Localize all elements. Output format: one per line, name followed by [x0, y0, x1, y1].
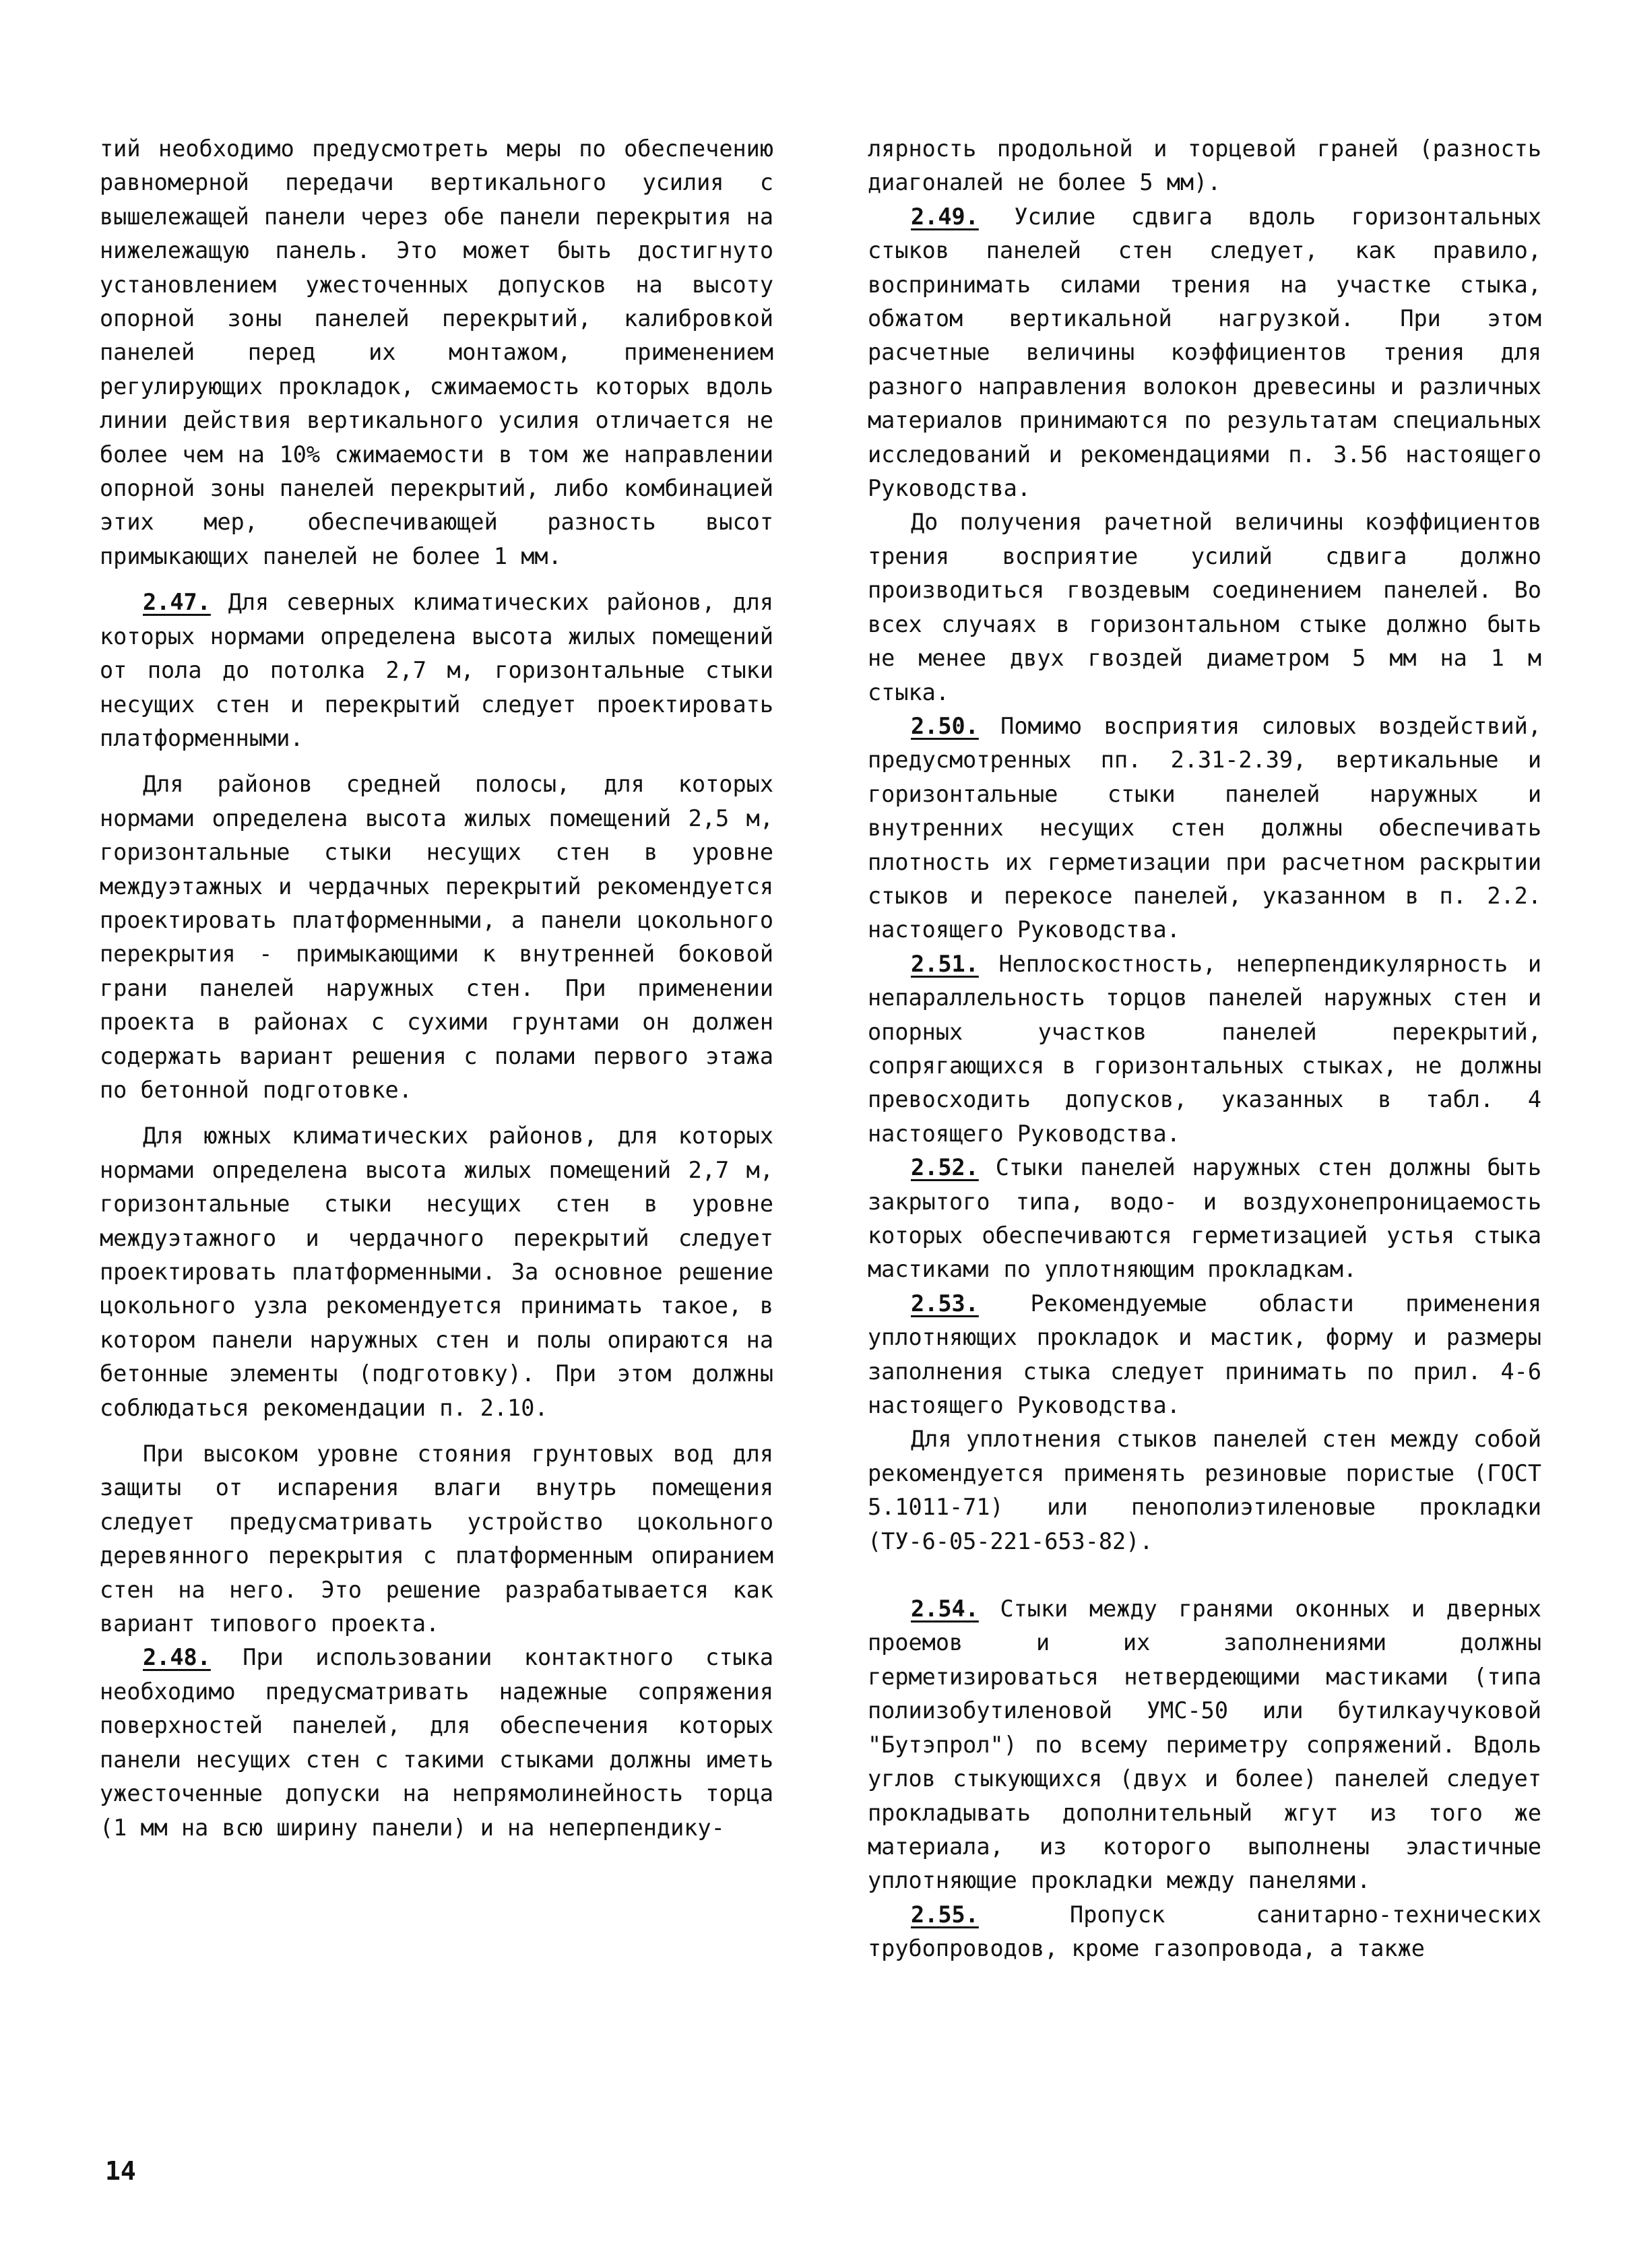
section-2-55	[868, 1898, 1541, 1966]
paragraph-text: До получения рачетной величины коэффициентов трения восприятие усилий сдвига должно производиться гвоздевым соединением панелей. Во всех случаях в горизонтальном стыке должно быть не менее двух гвоздей диаметром 5 мм на 1 м стыка.	[868, 509, 1541, 705]
paragraph	[100, 767, 773, 1107]
right-column	[868, 132, 1541, 1966]
section-number: 2.49.	[911, 203, 979, 230]
paragraph-text: тий необходимо предусмотреть меры по обеспечению равномерной передачи вертикального усилия с вышележащей панели через обе панели перекрытия на нижележащую панель. Это может быть достигнуто установлением ужесточенных допусков на высоту опорной зоны панелей перекрытий, калибровкой панелей перед их монтажом, применением регулирующих прокладок, сжимаемость которых вдоль линии действия вертикального усилия отличается не более чем на 10% сжимаемости в том же направлении опорной зоны панелей перекрытий, либо комбинацией этих мер, обеспечивающей разность высот примыкающих панелей не более 1 мм.	[100, 135, 773, 569]
section-2-53	[868, 1287, 1541, 1423]
section-2-54	[868, 1592, 1541, 1898]
paragraph	[100, 1437, 773, 1641]
paragraph-text: Для южных климатических районов, для которых нормами определена высота жилых помещений 2,7 м, горизонтальные стыки несущих стен в уровне междуэтажного и чердачного перекрытий следует проектировать платформенными. За основное решение цокольного узла рекомендуется принимать такое, в котором панели наружных стен и полы опираются на бетонные элементы (подготовку). При этом должны соблюдаться рекомендации п. 2.10.	[100, 1123, 773, 1421]
section-number: 2.47.	[143, 589, 211, 616]
paragraph-text: Для уплотнения стыков панелей стен между собой рекомендуется применять резиновые пористые (ГОСТ 5.1011-71) или пенополиэтиленовые прокладки (ТУ-6-05-221-653-82).	[868, 1426, 1541, 1554]
left-column	[100, 132, 773, 1845]
section-number: 2.50.	[911, 712, 979, 739]
paragraph-text: Для районов средней полосы, для которых нормами определена высота жилых помещений 2,5 м, горизонтальные стыки несущих стен в уровне междуэтажных и чердачных перекрытий рекомендуется проектировать платформенными, а панели цокольного перекрытия - примыкающими к внутренней боковой грани панелей наружных стен. При применении проекта в районах с сухими грунтами он должен содержать вариант решения с полами первого этажа по бетонной подготовке.	[100, 771, 773, 1103]
section-2-52	[868, 1151, 1541, 1287]
paragraph-text: Пропуск санитарно-технических трубопроводов, кроме газопровода, а также	[868, 1901, 1541, 1962]
paragraph-text: Неплоскостность, неперпендикулярность и непараллельность торцов панелей наружных стен и опорных участков панелей перекрытий, сопрягающихся в горизонтальных стыках, не должны превосходить допусков, указанных в табл. 4 настоящего Руководства.	[868, 950, 1541, 1147]
paragraph-text: Помимо восприятия силовых воздействий, предусмотренных пп. 2.31-2.39, вертикальные и горизонтальные стыки панелей наружных и внутренних несущих стен должны обеспечивать плотность их герметизации при расчетном раскрытии стыков и перекосе панелей, указанном в п. 2.2. настоящего Руководства.	[868, 712, 1541, 943]
page-number: 14	[105, 2156, 136, 2186]
paragraph-text: Стыки панелей наружных стен должны быть закрытого типа, водо- и воздухонепроницаемость которых обеспечиваются герметизацией устья стыка мастиками по уплотняющим прокладкам.	[868, 1154, 1541, 1283]
paragraph	[868, 505, 1541, 709]
section-2-49	[868, 200, 1541, 506]
section-number: 2.53.	[911, 1290, 979, 1317]
paragraph	[868, 1422, 1541, 1558]
paragraph	[100, 132, 773, 573]
paragraph-text: При высоком уровне стояния грунтовых вод для защиты от испарения влаги внутрь помещения следует предусматривать устройство цокольного деревянного перекрытия с платформенным опиранием стен на него. Это решение разрабатывается как вариант типового проекта.	[100, 1441, 773, 1637]
paragraph-text: Рекомендуемые области применения уплотняющих прокладок и мастик, форму и размеры заполнения стыка следует принимать по прил. 4-6 настоящего Руководства.	[868, 1290, 1541, 1419]
section-2-48	[100, 1641, 773, 1844]
paragraph	[868, 132, 1541, 200]
section-number: 2.51.	[911, 950, 979, 977]
paragraph-text: Усилие сдвига вдоль горизонтальных стыков панелей стен следует, как правило, воспринимать силами трения на участке стыка, обжатом вертикальной нагрузкой. При этом расчетные величины коэффициентов трения для разного направления волокон древесины и различных материалов принимаются по результатам специальных исследований и рекомендациями п. 3.56 настоящего Руководства.	[868, 203, 1541, 502]
paragraph-text: Стыки между гранями оконных и дверных проемов и их заполнениями должны герметизироваться нетвердеющими мастиками (типа полиизобутиленовой УМС-50 или бутилкаучуковой "Бутэпрол") по всему периметру сопряжений. Вдоль углов стыкующихся (двух и более) панелей следует прокладывать дополнительный жгут из того же материала, из которого выполнены эластичные уплотняющие прокладки между панелями.	[868, 1596, 1541, 1894]
section-number: 2.55.	[911, 1901, 979, 1928]
section-2-51	[868, 947, 1541, 1151]
paragraph	[100, 1119, 773, 1425]
section-2-50	[868, 710, 1541, 947]
paragraph-text: Для северных климатических районов, для которых нормами определена высота жилых помещений от пола до потолка 2,7 м, горизонтальные стыки несущих стен и перекрытий следует проектировать платформенными.	[100, 589, 773, 751]
section-number: 2.54.	[911, 1596, 979, 1623]
section-number: 2.52.	[911, 1154, 979, 1181]
paragraph-text: При использовании контактного стыка необходимо предусматривать надежные сопряжения поверхностей панелей, для обеспечения которых панели несущих стен с такими стыками должны иметь ужесточенные допуски на непрямолинейность торца (1 мм на всю ширину панели) и на неперпендику-	[100, 1644, 773, 1841]
section-2-47	[100, 586, 773, 755]
paragraph-text: лярность продольной и торцевой граней (разность диагоналей не более 5 мм).	[868, 135, 1541, 196]
section-number: 2.48.	[143, 1644, 211, 1671]
